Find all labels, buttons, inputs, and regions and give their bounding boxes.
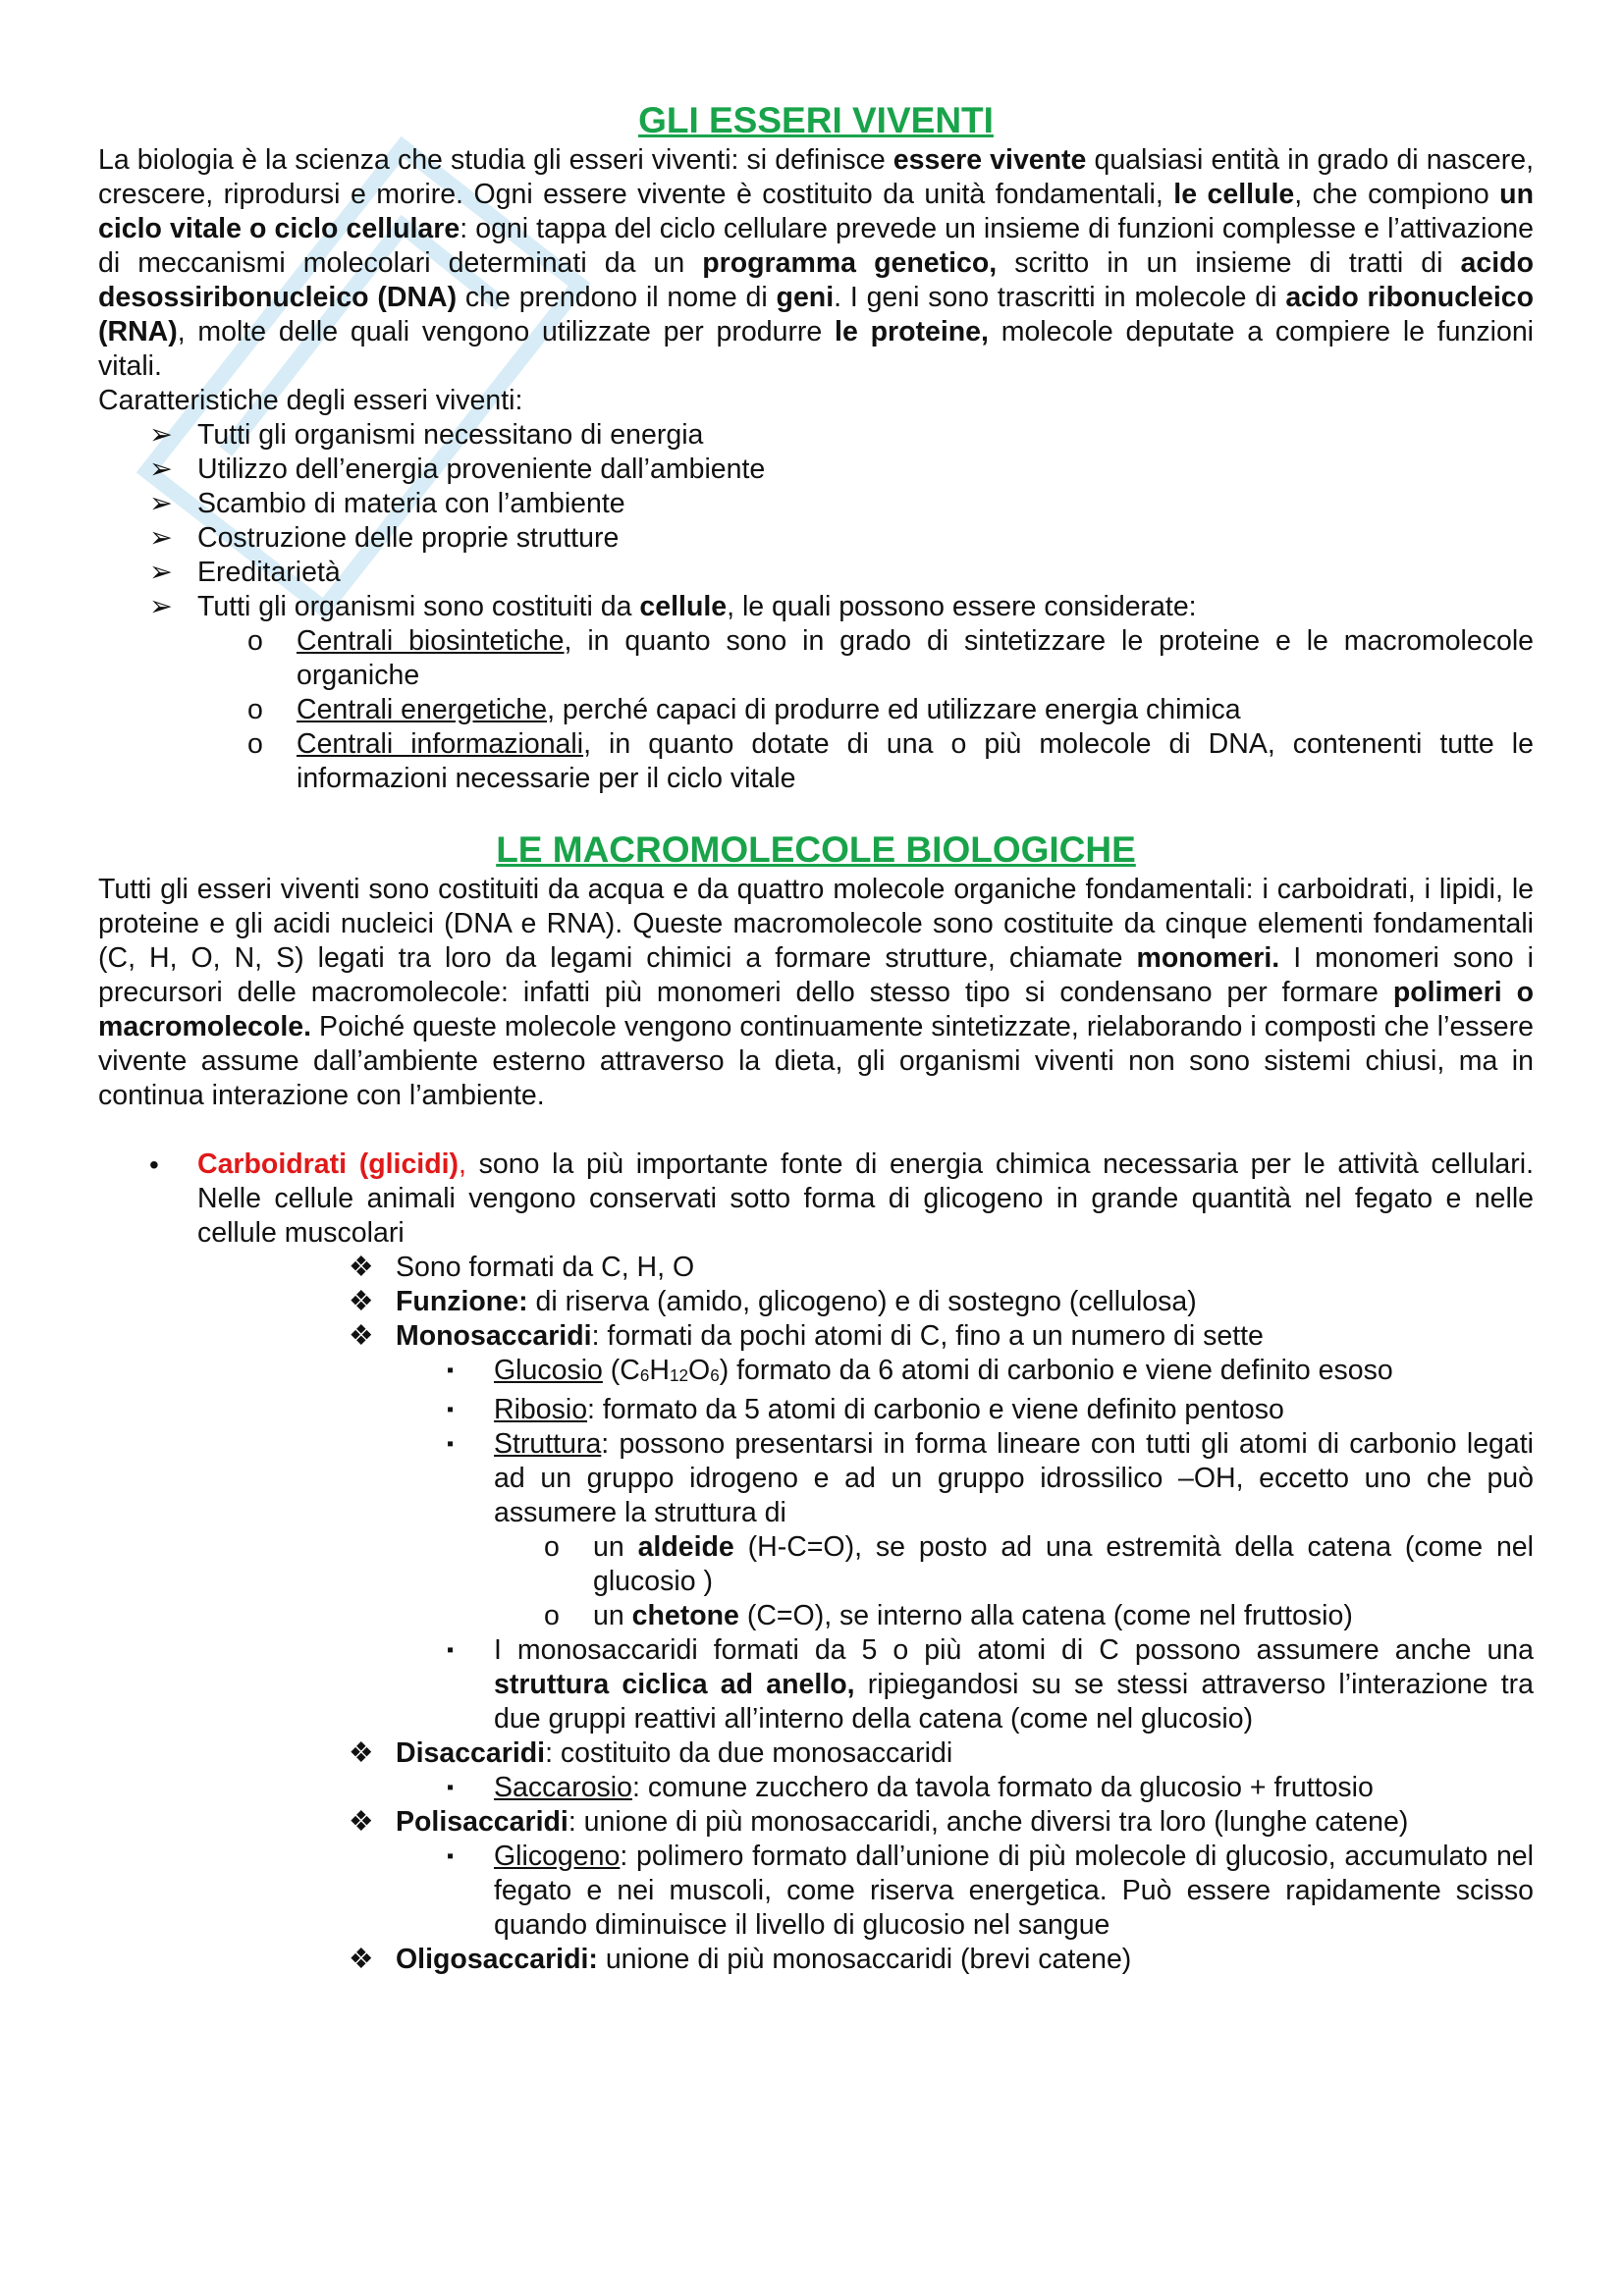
list-item: ▪ I monosaccaridi formati da 5 o più atomi di C possono assumere anche una struttura ciclica ad anello, ripiegandosi su se stessi attraverso l’interazione tra due gruppi reattivi all’interno della catena (come nel glucosio)	[447, 1634, 1534, 1735]
monosaccaridi-list	[197, 1354, 1534, 1736]
list-item: ➢ Utilizzo dell’energia proveniente dall’ambiente	[149, 454, 766, 485]
list-item: ❖ Sono formati da C, H, O	[349, 1252, 695, 1283]
square-bullet-icon: ▪	[447, 1399, 455, 1420]
carboidrati-heading: Carboidrati (glicidi)	[197, 1148, 460, 1180]
list-item: ❖ Polisaccaridi: unione di più monosaccaridi, anche diversi tra loro (lunghe catene) ▪ Glicogeno: polimero formato dall’unione di più molecole di glucosio, accumulato nel fegato e nei muscoli, come riserva energetica. Può essere rapidamente scisso quando diminuisce il livello di glucosio nel sangue	[197, 1805, 1534, 1943]
list-item: o un aldeide (H-C=O), se posto ad una estremità della catena (come nel glucosio )	[544, 1531, 1534, 1597]
dot-bullet-icon: •	[149, 1149, 159, 1180]
centrali-list	[98, 624, 1534, 796]
list-item: ➢ Costruzione delle proprie strutture	[149, 522, 620, 554]
list-item: ▪ Ribosio: formato da 5 atomi di carbonio e viene definito pentoso	[447, 1394, 1284, 1425]
list-item: ❖ Disaccaridi: costituito da due monosaccaridi ▪ Saccarosio: comune zucchero da tavola formato da glucosio + fruttosio	[197, 1736, 1534, 1805]
polisaccaridi-list	[197, 1840, 1534, 1943]
diamond-bullet-icon: ❖	[349, 1320, 374, 1352]
carboidrati-details	[197, 1251, 1534, 1977]
list-item: o Centrali informazionali, in quanto dotate di una o più molecole di DNA, contenenti tutte le informazioni necessarie per il ciclo vitale	[247, 728, 1534, 794]
section-title-macromolecole: LE MACROMOLECOLE BIOLOGICHE	[496, 829, 1136, 870]
list-item: ➢ Scambio di materia con l’ambiente	[149, 488, 625, 519]
square-bullet-icon: ▪	[447, 1777, 455, 1798]
disaccaridi-list	[197, 1771, 1534, 1805]
arrow-bullet-icon: ➢	[149, 488, 173, 519]
diamond-bullet-icon: ❖	[349, 1944, 374, 1975]
circle-bullet-icon: o	[247, 625, 263, 657]
square-bullet-icon: ▪	[447, 1639, 455, 1661]
list-item: o un chetone (C=O), se interno alla catena (come nel fruttosio)	[544, 1600, 1353, 1631]
list-item: ❖ Funzione: di riserva (amido, glicogeno) e di sostegno (cellulosa)	[349, 1286, 1197, 1317]
list-item: ▪ Saccarosio: comune zucchero da tavola formato da glucosio + fruttosio	[447, 1772, 1374, 1803]
diamond-bullet-icon: ❖	[349, 1737, 374, 1769]
list-item: ❖ Monosaccaridi: formati da pochi atomi di C, fino a un numero di sette ▪ Glucosio $(C_6H_{12}O_6)$ formato da 6 atomi di carbonio e viene definito esoso ▪ Ribosio: formato da 5 atomi di carbonio e viene definito pentoso ▪ Struttura: possono presentarsi in forma lineare con tutti gli atomi di carbonio legati ad un gruppo idrogeno e ad un gruppo idrossilico –OH, eccetto uno che può assumere la struttura di o un aldeide (H-C=O), se posto ad una estremità della catena (come nel glucosio ) o un chetone (C=O), se interno alla catena (come nel fruttosio) ▪ I monosaccaridi formati da 5 o più atomi di C possono assumere anche una struttura ciclica ad anello, ripiegandosi su se stessi attraverso l’interazione tra due gruppi reattivi all’interno della catena (come nel glucosio)	[197, 1319, 1534, 1736]
struttura-list	[197, 1530, 1534, 1633]
arrow-bullet-icon: ➢	[149, 591, 173, 622]
document-page	[98, 98, 1534, 1977]
list-item: ➢ Ereditarietà	[149, 557, 341, 588]
list-item: o Centrali energetiche, perché capaci di produrre ed utilizzare energia chimica	[247, 694, 1241, 725]
list-item: ➢ Tutti gli organismi sono costituiti da cellule, le quali possono essere considerate:	[149, 591, 1197, 622]
circle-bullet-icon: o	[247, 694, 263, 725]
list-item-carboidrati: • Carboidrati (glicidi), sono la più importante fonte di energia chimica necessaria per le attività cellulari. Nelle cellule animali vengono conservati sotto forma di glicogeno in grande quantità nel fegato e nelle cellule muscolari ❖ Sono formati da C, H, O ❖ Funzione: di riserva (amido, glicogeno) e di sostegno (cellulosa) ❖ Monosaccaridi: formati da pochi atomi di C, fino a un numero di sette ▪ Glucosio $(C_6H_{12}O_6)$ formato da 6 atomi di carbonio e viene definito esoso ▪ Ribosio: formato da 5 atomi di carbonio e viene definito pentoso ▪ Struttura: possono presentarsi in forma lineare con tutti gli atomi di carbonio legati ad un gruppo idrogeno e ad un gruppo idrossilico –OH, eccetto uno che può assumere la struttura di o un aldeide (H-C=O), se posto ad una estremità della catena (come nel glucosio ) o un chetone (C=O), se interno alla catena (come nel fruttosio) ▪ I monosaccaridi formati da 5 o più atomi di C possono assumere anche una struttura ciclica ad anello, ripiegandosi su se stessi attraverso l’interazione tra due gruppi reattivi all’interno della catena (come nel glucosio) ❖ Disaccaridi: costituito da due monosaccaridi ▪ Saccarosio: comune zucchero da tavola formato da glucosio + fruttosio ❖ Polisaccaridi: unione di più monosaccaridi, anche diversi tra loro (lunghe catene) ▪ Glicogeno: polimero formato dall’unione di più molecole di glucosio, accumulato nel fegato e nei muscoli, come riserva energetica. Può essere rapidamente scisso quando diminuisce il livello di glucosio nel sangue ❖ Oligosaccaridi: unione di più monosaccaridi (brevi catene)	[149, 1148, 1534, 1975]
circle-bullet-icon: o	[544, 1531, 560, 1563]
list-item: ❖ Oligosaccaridi: unione di più monosaccaridi (brevi catene)	[349, 1944, 1132, 1975]
diamond-bullet-icon: ❖	[349, 1286, 374, 1317]
list-item: ▪ Glicogeno: polimero formato dall’unione di più molecole di glucosio, accumulato nel fegato e nei muscoli, come riserva energetica. Può essere rapidamente scisso quando diminuisce il livello di glucosio nel sangue	[447, 1841, 1534, 1941]
diamond-bullet-icon: ❖	[349, 1806, 374, 1838]
section-title-esseri-viventi: GLI ESSERI VIVENTI	[638, 100, 994, 140]
circle-bullet-icon: o	[247, 728, 263, 760]
diamond-bullet-icon: ❖	[349, 1252, 374, 1283]
caratteristiche-list	[98, 418, 1534, 624]
arrow-bullet-icon: ➢	[149, 522, 173, 554]
arrow-bullet-icon: ➢	[149, 557, 173, 588]
arrow-bullet-icon: ➢	[149, 454, 173, 485]
intro-paragraph: La biologia è la scienza che studia gli esseri viventi: si definisce essere vivente qualsiasi entità in grado di nascere, crescere, riprodursi e morire. Ogni essere vivente è costituito da unità fondamentali, le cellule, che compiono un ciclo vitale o ciclo cellulare: ogni tappa del ciclo cellulare prevede un insieme di funzioni complesse e l’attivazione di meccanismi molecolari determinati da un programma genetico, scritto in un insieme di tratti di acido desossiribonucleico (DNA) che prendono il nome di geni. I geni sono trascritti in molecole di acido ribonucleico (RNA), molte delle quali vengono utilizzate per produrre le proteine, molecole deputate a compiere le funzioni vitali.	[98, 144, 1535, 382]
caratteristiche-label: Caratteristiche degli esseri viventi:	[98, 385, 523, 416]
list-item: ▪ Glucosio $(C_6H_{12}O_6)$ formato da 6 atomi di carbonio e viene definito esoso	[447, 1355, 1393, 1386]
list-item: o Centrali biosintetiche, in quanto sono in grado di sintetizzare le proteine e le macromolecole organiche	[247, 625, 1535, 691]
circle-bullet-icon: o	[544, 1600, 560, 1631]
square-bullet-icon: ▪	[447, 1845, 455, 1867]
list-item: ➢ Tutti gli organismi necessitano di energia	[149, 419, 704, 451]
square-bullet-icon: ▪	[447, 1360, 455, 1381]
list-item: ▪ Struttura: possono presentarsi in forma lineare con tutti gli atomi di carbonio legati ad un gruppo idrogeno e ad un gruppo idrossilico –OH, eccetto uno che può assumere la struttura di o un aldeide (H-C=O), se posto ad una estremità della catena (come nel glucosio ) o un chetone (C=O), se interno alla catena (come nel fruttosio)	[197, 1427, 1534, 1633]
macromolecole-list	[98, 1148, 1534, 1977]
macromolecole-paragraph: Tutti gli esseri viventi sono costituiti da acqua e da quattro molecole organiche fondamentali: i carboidrati, i lipidi, le proteine e gli acidi nucleici (DNA e RNA). Queste macromolecole sono costituite da cinque elementi fondamentali (C, H, O, N, S) legati tra loro da legami chimici a formare strutture, chiamate monomeri. I monomeri sono i precursori delle macromolecole: infatti più monomeri dello stesso tipo si condensano per formare polimeri o macromolecole. Poiché queste molecole vengono continuamente sintetizzate, rielaborando i composti che l’essere vivente assume dall’ambiente esterno attraverso la dieta, gli organismi viventi non sono sistemi chiusi, ma in continua interazione con l’ambiente.	[98, 874, 1535, 1111]
square-bullet-icon: ▪	[447, 1433, 455, 1455]
arrow-bullet-icon: ➢	[149, 419, 173, 451]
